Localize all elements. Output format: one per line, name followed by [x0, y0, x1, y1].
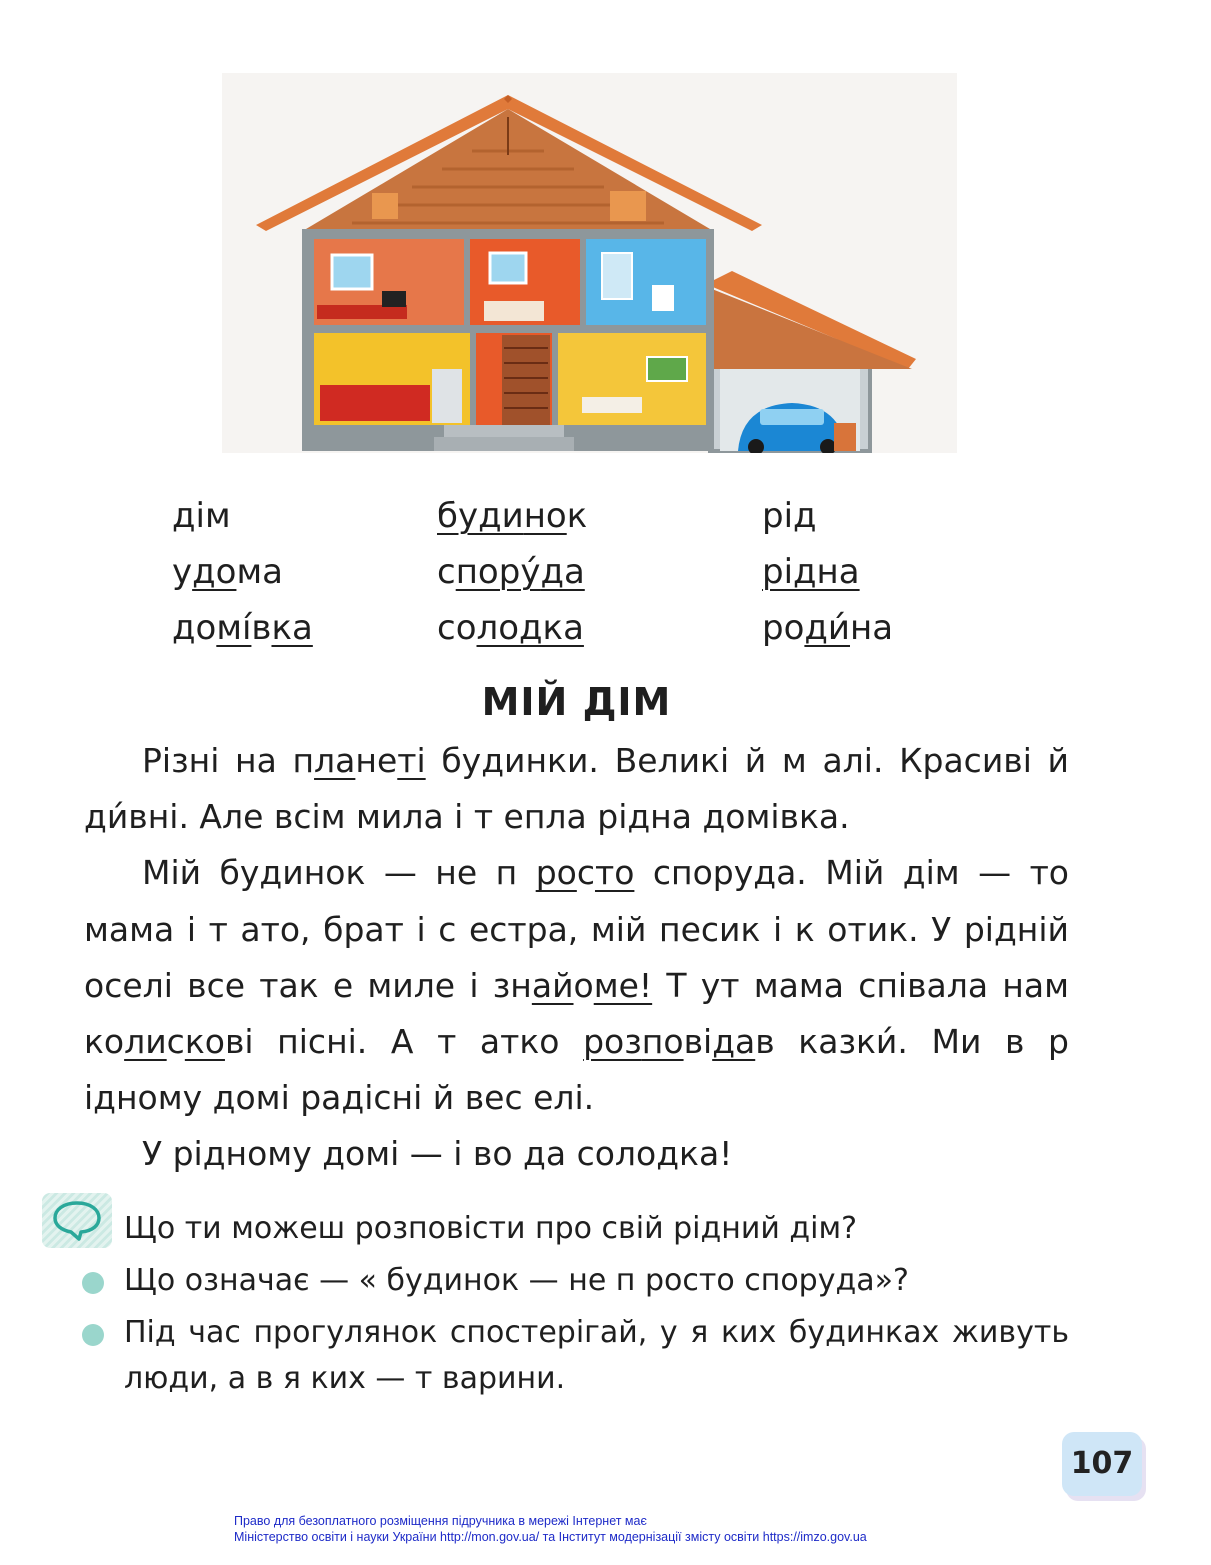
page-number: 107 — [1062, 1432, 1142, 1496]
underlined-syllable: ла — [314, 741, 356, 780]
underlined-syllable: до — [192, 552, 237, 592]
question-item — [124, 1310, 1069, 1402]
question-item — [124, 1206, 1069, 1252]
underlined-syllable: но — [523, 496, 567, 536]
bullet-dot-icon — [82, 1324, 104, 1346]
underlined-syllable: ли — [124, 1022, 167, 1062]
story-text — [84, 733, 1069, 1183]
underlined-syllable: то — [594, 853, 635, 893]
word-item — [762, 488, 893, 544]
text-segment: с — [437, 552, 456, 592]
text-segment: Мій будинок — не п — [142, 853, 536, 893]
text-segment: Різні на п — [142, 741, 315, 780]
word-column — [762, 488, 893, 656]
footer-line: Міністерство освіти і науки України http://mon.gov.ua/ та Інститут модернізації змісту освіти https://imzo.gov.ua — [234, 1530, 867, 1544]
word-item — [437, 544, 587, 600]
speech-bubble-icon — [42, 1193, 112, 1248]
text-segment: до — [172, 608, 217, 648]
underlined-syllable: ди́ — [804, 608, 850, 648]
text-segment: ро — [762, 608, 805, 648]
underlined-syllable: ко — [184, 1022, 225, 1062]
footer-note — [234, 1513, 867, 1545]
text-segment: с — [166, 1022, 185, 1062]
question-text: Під час прогулянок спостерігай, у я ких будинках живуть люди, а в я ких — т варини. — [124, 1315, 1069, 1396]
questions — [124, 1206, 1069, 1408]
underlined-syllable: да — [712, 1022, 756, 1062]
text-segment: о — [573, 965, 594, 1005]
text-segment: на — [850, 608, 894, 648]
underlined-syllable: пору́ — [455, 552, 541, 592]
word-item — [762, 544, 893, 600]
text-segment: в казки́. Ми в р ідному домі радісні й вес елі. — [84, 1022, 1069, 1118]
underlined-syllable: рідна — [762, 552, 860, 592]
question-text: Що означає — « будинок — не п росто споруда»? — [124, 1263, 909, 1298]
paragraph — [84, 845, 1069, 1126]
text-segment: к — [566, 496, 588, 536]
word-column — [437, 488, 587, 656]
underlined-syllable: по — [641, 1022, 684, 1062]
underlined-syllable: лодка — [476, 608, 584, 648]
text-segment: ві — [683, 1022, 713, 1062]
word-item — [437, 488, 587, 544]
text-segment: будинки. Великі й м алі. Красиві й ди́вні. Але всім мила і т епла рідна домівка. — [84, 741, 1069, 837]
word-item — [172, 544, 313, 600]
question-item — [124, 1258, 1069, 1304]
underlined-syllable: ро — [535, 853, 577, 893]
underlined-syllable: да — [540, 552, 585, 592]
text-segment: дім — [172, 496, 231, 536]
word-item — [762, 600, 893, 656]
text-segment: ві пісні. А т атко — [224, 1022, 584, 1062]
page-title: МІЙ ДІМ — [481, 680, 672, 724]
word-item — [172, 600, 313, 656]
underlined-syllable: ка — [271, 608, 313, 648]
underlined-syllable: ме! — [593, 965, 653, 1005]
text-segment: у — [172, 552, 193, 592]
word-column — [172, 488, 313, 656]
text-segment: ма — [236, 552, 283, 592]
footer-line: Право для безоплатного розміщення підручника в мережі Інтернет має — [234, 1514, 647, 1528]
underlined-syllable: ті — [397, 741, 426, 780]
underlined-syllable: ай — [531, 965, 574, 1005]
text-segment: Т ут мама співала нам ко — [84, 965, 1069, 1062]
text-segment: рід — [762, 496, 817, 536]
paragraph — [84, 733, 1069, 845]
text-segment: споруда. Мій дім — то мама і т ато, брат і с естра, мій песик і к отик. У рідній оселі все так е миле і зн — [84, 853, 1069, 1005]
underlined-syllable: мі́ — [216, 608, 252, 648]
text-segment: в — [251, 608, 272, 648]
word-item — [172, 488, 313, 544]
question-text: Що ти можеш розповісти про свій рідний дім? — [124, 1211, 857, 1246]
paragraph — [84, 1126, 1069, 1182]
text-segment: У рідному домі — і во да солодка! — [142, 1134, 733, 1174]
underlined-syllable: роз — [583, 1022, 642, 1062]
bullet-dot-icon — [82, 1272, 104, 1294]
text-segment: не — [355, 741, 398, 780]
text-segment: с — [576, 853, 595, 893]
underlined-syllable: буди — [437, 496, 524, 536]
text-segment: со — [437, 608, 477, 648]
word-item — [437, 600, 587, 656]
house-illustration — [222, 73, 957, 453]
